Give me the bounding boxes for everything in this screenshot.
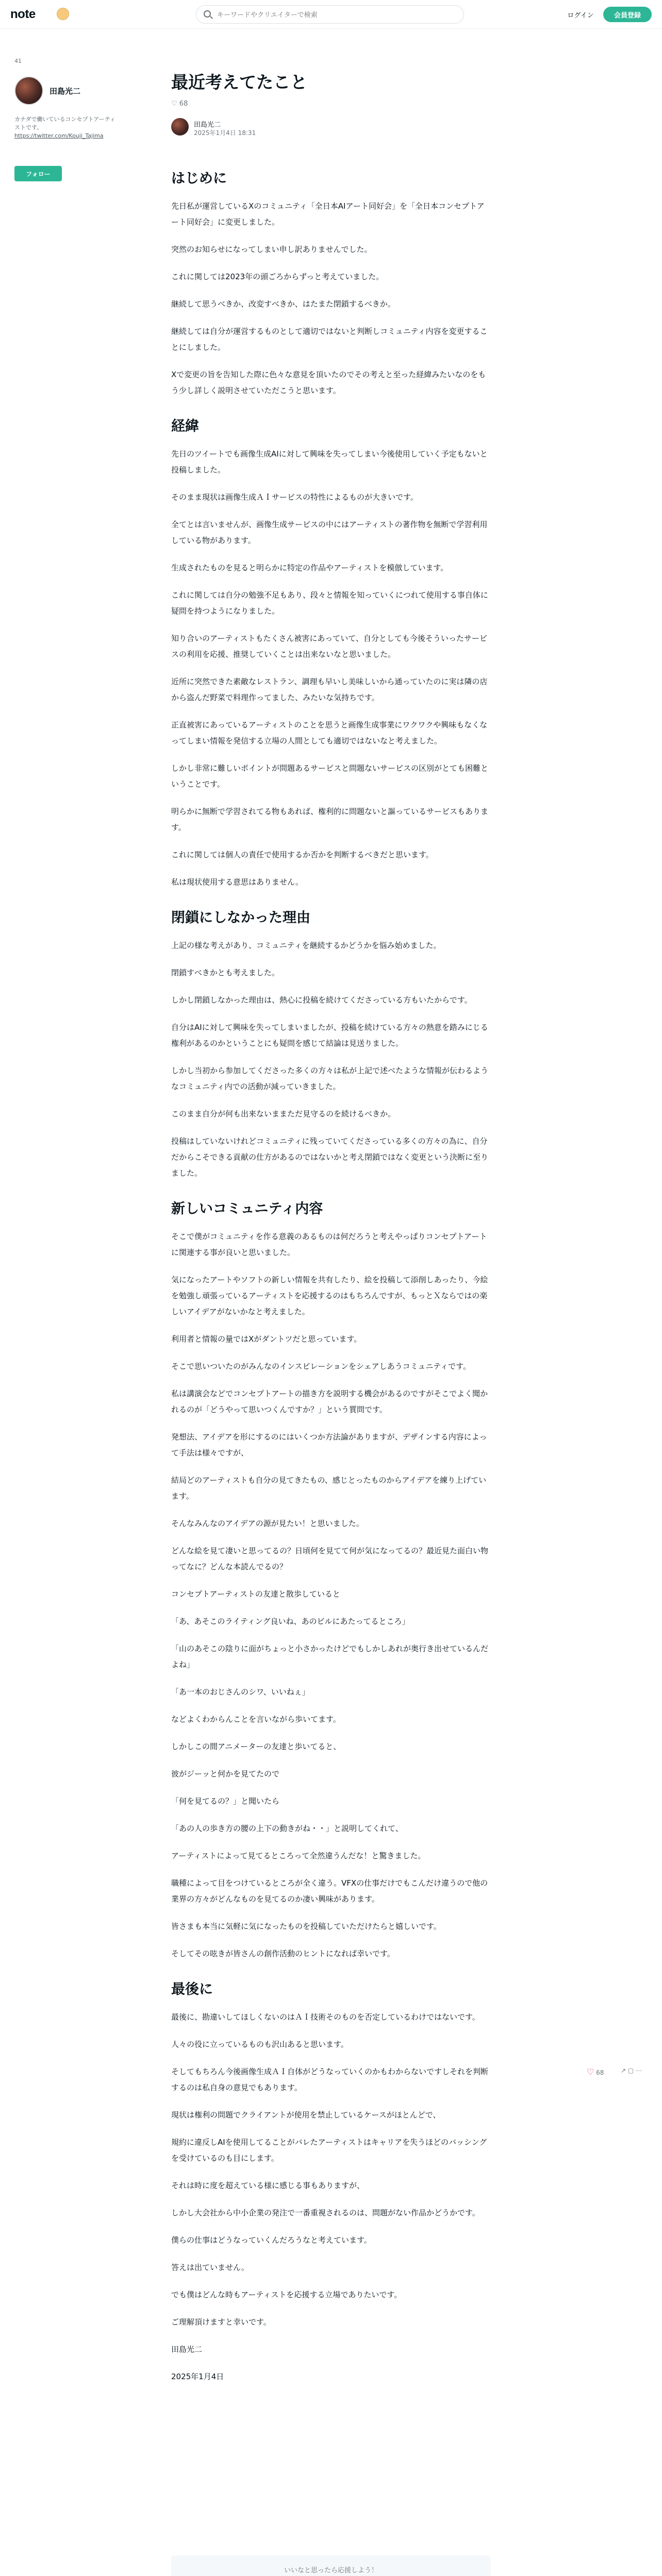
like-count: 68	[179, 100, 188, 108]
login-button[interactable]: ログイン	[567, 7, 594, 22]
publish-date: 2025年1月4日 18:31	[194, 129, 256, 137]
section-heading: はじめに	[171, 171, 227, 187]
article-paragraph: それは時に度を超えている様に感じる事もありますが、	[171, 2181, 365, 2190]
article-paragraph: 上記の様な考えがあり、コミュニティを継続するかどうかを悩み始めました。	[171, 941, 441, 950]
article-paragraph: 気になったアートやソフトの新しい情報を共有したり、絵を投稿して添削しあったり、今絵を勉強し頑張っているアーティストを応援するのはもちろんですが、もっとＸならではの楽しいアイデアがないかなと考えました。	[171, 1275, 488, 1316]
article-paragraph: 先日のツイートでも画像生成AIに対して興味を失ってしまい今後使用していく予定もないと投稿しました。	[171, 449, 488, 474]
article-paragraph: 皆さまも本当に気軽に気になったものを投稿していただけたらと嬉しいです。	[171, 1922, 441, 1931]
article-main	[171, 71, 491, 2396]
article-paragraph: コンセプトアーティストの友達と散歩していると	[171, 1589, 340, 1599]
article-paragraph: 人々の役に立っているものも沢山あると思います。	[171, 2040, 349, 2049]
article-paragraph: 職種によって目をつけているところが全く違う。VFXの仕事だけでもこんだけ違うので他の業界の方々がどんなものを見てるのか凄い興味があります。	[171, 1878, 488, 1904]
sidebar-count: 41	[14, 58, 22, 64]
article-paragraph: 私は講演会などでコンセプトアートの描き方を説明する機会があるのですがそこでよく聞かれるのが「どうやって思いつくんですか？」という質問です。	[171, 1389, 488, 1414]
article-paragraph: 現状は権利の問題でクライアントが使用を禁止しているケースがほとんどで、	[171, 2110, 441, 2120]
floating-actions	[621, 2067, 655, 2079]
article-like-count: ♡ 68	[171, 100, 188, 108]
article-paragraph: これに関しては自分の勉強不足もあり、段々と情報を知っていくにつれて使用する事自体に疑問を持つようになりました。	[171, 590, 488, 616]
article-paragraph: 明らかに無断で学習されてる物もあれば、権利的に問題ないと謳っているサービスもあります。	[171, 807, 489, 832]
article-paragraph: 継続しては自分が運営するものとして適切ではないと判断しコミュニティ内容を変更することにしました。	[171, 327, 488, 352]
search-input[interactable]	[217, 10, 454, 20]
article-paragraph: 「あ、あそこのライティング良いね、あのビルにあたってるところ」	[171, 1617, 410, 1626]
article-paragraph: そんなみんなのアイデアの源が見たい！と思いました。	[171, 1519, 364, 1528]
article-paragraph: 「山のあそこの陰りに面がちょっと小さかったけどでもしかしあれが奥行き出せているんだよね」	[171, 1644, 489, 1669]
article-paragraph: しかし閉鎖しなかった理由は、熱心に投稿を続けてくださっている方もいたからです。	[171, 995, 472, 1005]
support-label: いいなと思ったら応援しよう！	[284, 2567, 378, 2574]
article-paragraph: 規約に違反しAIを使用してることがバレたアーティストはキャリアを失うほどのバッシングを受けているのも目にします。	[171, 2138, 487, 2163]
article-paragraph: 答えは出ていません。	[171, 2263, 249, 2272]
article-author-row	[171, 118, 491, 151]
article-paragraph: そしてもちろん今後画像生成ＡＩ自体がどうなっていくのかもわからないですしそれを判断するのは私自身の意見でもあります。	[171, 2067, 489, 2092]
article-paragraph: どんな絵を見て凄いと思ってるの？日頃何を見てて何が気になってるの？最近見た面白い物ってなに？どんな本読んでるの？	[171, 1546, 489, 1571]
article-paragraph: 彼がジーッと何かを見てたので	[171, 1769, 280, 1778]
article-paragraph: しかし当初から参加してくださった多くの方々は私が上記で述べたような情報が伝わるようなコミュニティ内での活動が減っていきました。	[171, 1066, 489, 1091]
article-paragraph: Xで変更の旨を告知した際に色々な意見を頂いたのでその考えと至った経緯みたいなのをもう少し詳しく説明させていただこうと思います。	[171, 370, 486, 395]
article-paragraph: 結局どのアーティストも自分の見てきたもの、感じとったものからアイデアを練り上げています。	[171, 1476, 487, 1501]
article-paragraph: これに関しては2023年の頭ごろからずっと考えていました。	[171, 272, 384, 281]
floating-like-count: 68	[596, 2069, 604, 2076]
sidebar-bio	[14, 115, 118, 140]
article-paragraph: 「あ一本のおじさんのシワ、いいねぇ」	[171, 1687, 310, 1697]
profile-avatar-icon[interactable]	[57, 8, 69, 20]
article-paragraph: このまま自分が何も出来ないままただ見守るのを続けるべきか。	[171, 1109, 396, 1118]
article-title: 最近考えてたこと	[171, 72, 307, 92]
article-paragraph: 利用者と情報の量ではXがダントツだと思っています。	[171, 1334, 362, 1344]
article-paragraph: しかし大会社から中小企業の発注で一番重視されるのは、問題がない作品かどうかです。	[171, 2208, 480, 2217]
sidebar-avatar[interactable]	[14, 76, 43, 105]
article-paragraph: 近所に突然できた素敵なレストラン、調理も早いし美味しいから通っていたのに実は隣の店から盗んだ野菜で料理作ってました、みたいな気持ちです。	[171, 677, 488, 702]
article-paragraph: そしてその呟きが皆さんの創作活動のヒントになれば幸いです。	[171, 1949, 395, 1958]
article-paragraph: そこで僕がコミュニティを作る意義のあるものは何だろうと考えやっぱりコンセプトアートに関連する事が良いと思いました。	[171, 1232, 487, 1257]
article-paragraph: 生成されたものを見ると明らかに特定の作品やアーティストを模倣しています。	[171, 563, 449, 572]
section-heading: 経緯	[171, 418, 199, 434]
search-box[interactable]	[196, 5, 464, 24]
article-paragraph: 最後に、勘違いしてほしくないのはＡＩ技術そのものを否定しているわけではないです。	[171, 2012, 480, 2022]
section-heading: 新しいコミュニティ内容	[171, 1201, 323, 1217]
author-name[interactable]: 田島光二	[194, 121, 221, 129]
article-paragraph: 「あの人の歩き方の腰の上下の動きがね・・」と説明してくれて、	[171, 1824, 403, 1833]
article-paragraph: 知り合いのアーティストもたくさん被害にあっていて、自分としても今後そういったサービスの利用を応援、推奨していくことは出来ないなと思いました。	[171, 634, 487, 659]
sidebar-bio-text: カナダで働いているコンセプトアーティストです。	[14, 116, 115, 131]
article-paragraph: 2025年1月4日	[171, 2372, 224, 2381]
support-box	[171, 2555, 491, 2576]
article-paragraph: 閉鎖すべきかとも考えました。	[171, 968, 279, 977]
section-heading: 最後に	[171, 1981, 213, 1997]
article-paragraph: 突然のお知らせになってしまい申し訳ありませんでした。	[171, 245, 372, 254]
article-paragraph: などよくわからんことを言いながら歩いてます。	[171, 1715, 341, 1724]
article-paragraph: しかし非常に難しいポイントが問題あるサービスと問題ないサービスの区別がとても困難ということです。	[171, 764, 489, 789]
more-icon[interactable]: ⋯	[636, 2067, 642, 2074]
site-header	[0, 0, 662, 29]
article-paragraph: しかしこの間アニメーターの友達と歩いてると、	[171, 1742, 341, 1751]
article-paragraph: 先日私が運営しているXのコミュニティ「全日本AIアート同好会」を「全日本コンセプトアート同好会」に変更しました。	[171, 201, 485, 227]
article-paragraph: これに関しては個人の責任で使用するか否かを判断するべきだと思います。	[171, 850, 434, 859]
article-paragraph: でも僕はどんな時もアーティストを応援する立場でありたいです。	[171, 2290, 402, 2299]
article-body	[171, 168, 491, 2385]
article-paragraph: アーティストによって見てるところって全然違うんだな！と驚きました。	[171, 1851, 426, 1860]
article-paragraph: 投稿はしていないけれどコミュニティに残っていてくださっている多くの方々の為に、自分だからこそできる貢献の仕方があるのではないかと考え閉鎖ではなく変更という決断に至りました。	[171, 1137, 489, 1178]
article-paragraph: 発想法、アイデアを形にするのにはいくつか方法論がありますが、デザインする内容によって手法は様々ですが、	[171, 1432, 487, 1458]
signup-button[interactable]: 会員登録	[603, 7, 652, 22]
article-paragraph: 全てとは言いませんが、画像生成サービスの中にはアーティストの著作物を無断で学習利用している物があります。	[171, 520, 488, 545]
article-paragraph: 私は現状使用する意思はありません。	[171, 877, 303, 887]
sidebar-twitter-link[interactable]: https://twitter.com/Kouji_Tajima	[14, 132, 104, 139]
sidebar-author-name[interactable]: 田島光二	[49, 87, 81, 96]
article-paragraph: 自分はAIに対して興味を失ってしまいましたが、投稿を続けている方々の熱意を踏みにじる権利があるのかということにも疑問を感じて結論は見送りました。	[171, 1023, 488, 1048]
article-paragraph: そのまま現状は画像生成ＡＩサービスの特性によるものが大きいです。	[171, 493, 418, 502]
author-avatar[interactable]	[171, 118, 189, 135]
search-icon	[204, 10, 211, 18]
sidebar-follow-button[interactable]: フォロー	[14, 166, 62, 181]
heart-icon: ♡	[587, 2067, 594, 2077]
article-paragraph: 僕らの仕事はどうなっていくんだろうなと考えています。	[171, 2235, 372, 2245]
bookmark-icon[interactable]: ▢	[627, 2067, 634, 2074]
article-paragraph: 「何を見てるの？」と聞いたら	[171, 1797, 280, 1806]
article-paragraph: 継続して思うべきか、改変すべきか、はたまた閉鎖するべきか。	[171, 299, 395, 309]
share-icon[interactable]: ↗	[621, 2067, 626, 2074]
article-paragraph: 田島光二	[171, 2345, 203, 2354]
section-heading: 閉鎖にしなかった理由	[171, 910, 310, 926]
note-logo[interactable]: note	[10, 7, 36, 21]
article-paragraph: そこで思いついたのがみんなのインスピレーションをシェアしあうコミュニティです。	[171, 1362, 471, 1371]
article-paragraph: 正直被害にあっているアーティストのことを思うと画像生成事業にワクワクや興味もなくなってしまい情報を発信する立場の人間としても適切ではないなと考えました。	[171, 720, 488, 745]
article-paragraph: ご理解頂けますと幸いです。	[171, 2317, 271, 2327]
floating-like[interactable]	[587, 2067, 618, 2079]
